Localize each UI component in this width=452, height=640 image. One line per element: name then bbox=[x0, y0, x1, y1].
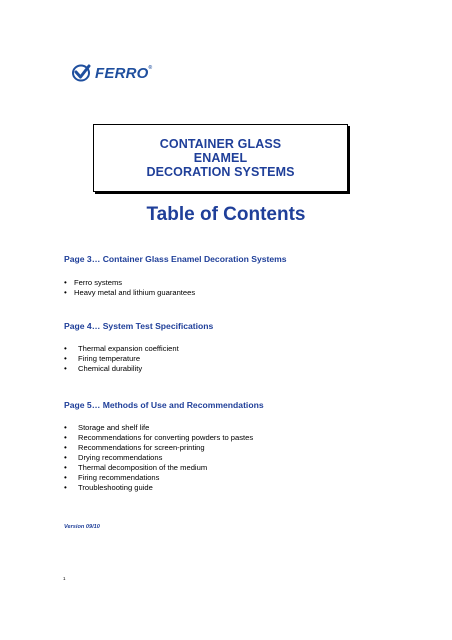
title-box bbox=[93, 124, 348, 192]
list-item: • Recommendations for converting powders to pastes bbox=[64, 433, 253, 443]
section-list-page-3 bbox=[64, 278, 195, 298]
list-item: • Firing temperature bbox=[64, 354, 179, 364]
section-list-page-4 bbox=[64, 344, 179, 374]
list-item: • Thermal expansion coefficient bbox=[64, 344, 179, 354]
list-item: • Thermal decomposition of the medium bbox=[64, 463, 253, 473]
list-item: • Recommendations for screen-printing bbox=[64, 443, 253, 453]
section-heading-page-3: Page 3… Container Glass Enamel Decoration Systems bbox=[64, 254, 287, 264]
title-line-3: DECORATION SYSTEMS bbox=[146, 165, 295, 179]
title-line-2: ENAMEL bbox=[193, 151, 248, 165]
section-list-page-5 bbox=[64, 423, 253, 493]
ferro-checkmark-icon bbox=[72, 64, 92, 82]
logo-text: FERRO® bbox=[95, 64, 153, 82]
list-item: • Drying recommendations bbox=[64, 453, 253, 463]
section-heading-page-4: Page 4… System Test Specifications bbox=[64, 321, 214, 331]
ferro-logo bbox=[72, 64, 152, 82]
title-line-1: CONTAINER GLASS bbox=[159, 137, 282, 151]
list-item: • Storage and shelf life bbox=[64, 423, 253, 433]
section-heading-page-5: Page 5… Methods of Use and Recommendations bbox=[64, 400, 264, 410]
list-item: • Troubleshooting guide bbox=[64, 483, 253, 493]
list-item: • Heavy metal and lithium guarantees bbox=[64, 288, 195, 298]
list-item: • Firing recommendations bbox=[64, 473, 253, 483]
list-item: • Ferro systems bbox=[64, 278, 195, 288]
toc-title: Table of Contents bbox=[146, 204, 306, 225]
page-number: 1 bbox=[63, 576, 66, 581]
list-item: • Chemical durability bbox=[64, 364, 179, 374]
version-label: Version 09/10 bbox=[64, 524, 100, 530]
